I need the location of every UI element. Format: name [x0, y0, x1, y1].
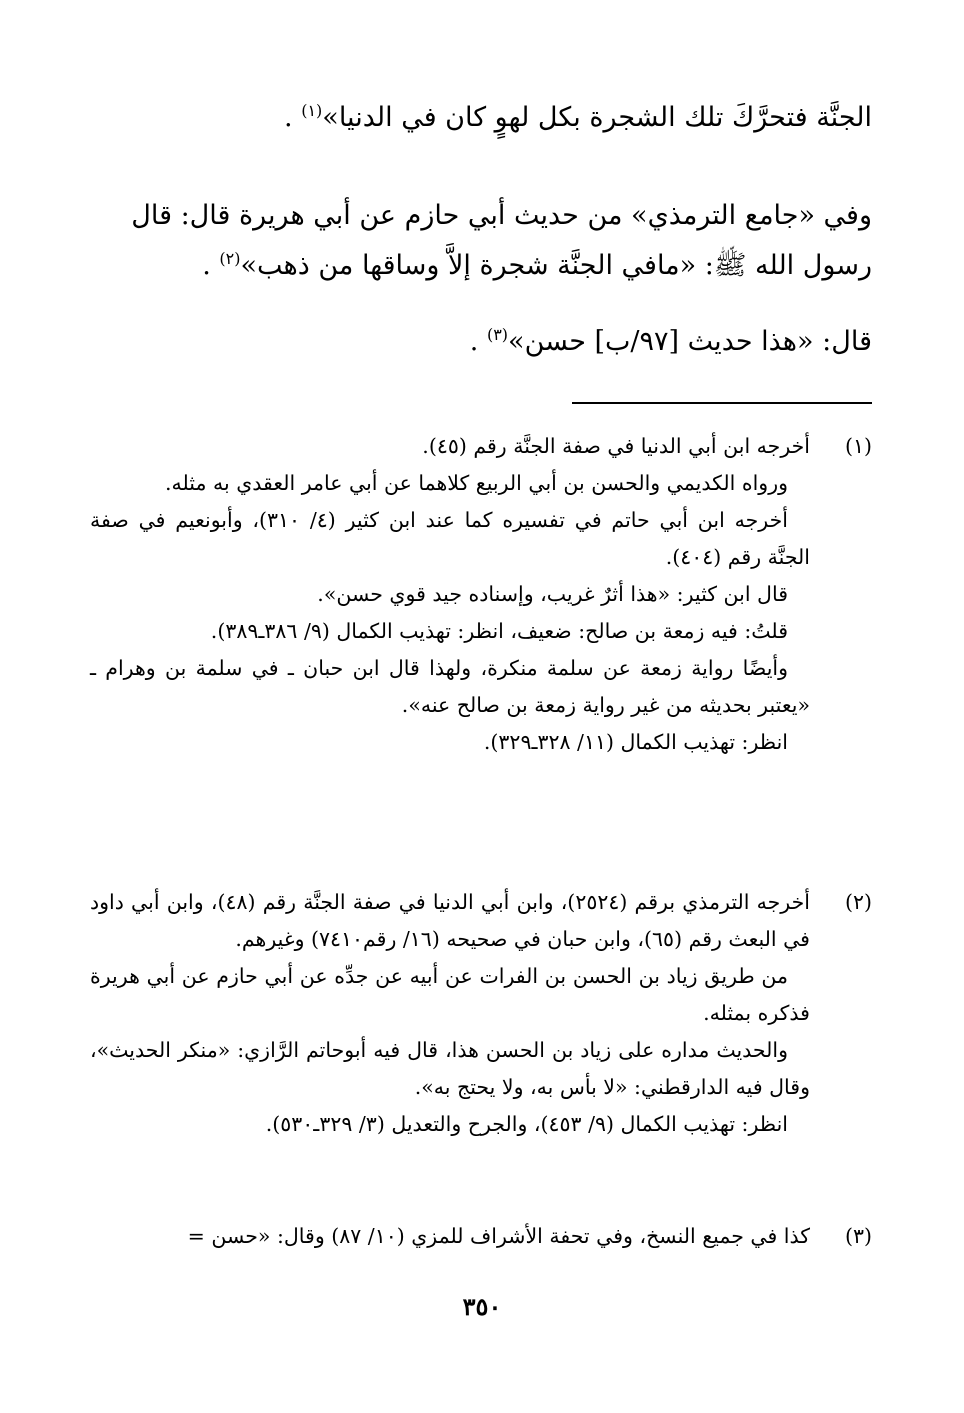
footnote-paragraph: كذا في جميع النسخ، وفي تحفة الأشراف للمزي (١٠/ ٨٧) وقال: «حسن =: [187, 1224, 810, 1248]
footnote-paragraph: أخرجه الترمذي برقم (٢٥٢٤)، وابن أبي الدنيا في صفة الجنَّة رقم (٤٨)، وابن أبي داود في البعث رقم (٦٥)، وابن حبان في صحيحه (١٦/ رقم٧٤١٠) وغيرهم.: [90, 890, 810, 951]
page-number: ٣٥٠: [462, 1292, 502, 1321]
footnote-ref-1: (١): [301, 101, 323, 120]
footnote-1: [90, 428, 872, 761]
footnote-3: [90, 1218, 872, 1255]
main-text: الجنَّة فتحرَّكَ تلك الشجرة بكل لهوٍ كان في الدنيا»: [322, 102, 872, 133]
footnote-ref-2: (٢): [219, 249, 241, 268]
footnote-paragraph: والحديث مداره على زياد بن الحسن هذا، قال فيه أبوحاتم الرَّازي: «منكر الحديث»، وقال فيه الدارقطني: «لا بأس به، ولا يحتج به».: [90, 1038, 810, 1099]
footnote-paragraph: من طريق زياد بن الحسن بن الفرات عن أبيه عن جدِّه عن أبي حازم عن أبي هريرة فذكره بمثله.: [90, 964, 810, 1025]
footnote-paragraph: وأيضًا رواية زمعة عن سلمة منكرة، ولهذا قال ابن حبان ـ في سلمة بن وهرام ـ «يعتبر بحديثه من غير رواية زمعة بن صالح عنه».: [90, 656, 810, 717]
footnote-paragraph: أخرجه ابن أبي الدنيا في صفة الجنَّة رقم (٤٥).: [422, 434, 810, 458]
footnote-number: (١): [844, 434, 872, 458]
footnote-separator: [572, 402, 872, 404]
footnote-number: (٢): [844, 890, 872, 914]
footnote-paragraph: قال ابن كثير: «هذا أثرٌ غريب، وإسناده جيد قوي حسن».: [317, 582, 788, 606]
main-text: رسول الله ﷺ: «مافي الجنَّة شجرة إلاَّ وساقها من ذهب»: [240, 250, 872, 281]
main-text: وفي «جامع الترمذي» من حديث أبي حازم عن أبي هريرة قال: قال: [131, 200, 872, 231]
footnote-paragraph: انظر: تهذيب الكمال (١١/ ٣٢٨ـ٣٢٩).: [483, 730, 788, 754]
footnote-number: (٣): [844, 1224, 872, 1248]
footnote-paragraph: ورواه الكديمي والحسن بن أبي الربيع كلاهما عن أبي عامر العقدي به مثله.: [165, 471, 788, 495]
footnote-paragraph: انظر: تهذيب الكمال (٩/ ٤٥٣)، والجرح والتعديل (٣/ ٣٢٩ـ٥٣٠).: [265, 1112, 788, 1136]
main-text: قال: «هذا حديث [٩٧/ب] حسن»: [508, 326, 872, 357]
footnote-paragraph: قلتُ: فيه زمعة بن صالح: ضعيف، انظر: تهذيب الكمال (٩/ ٣٨٦ـ٣٨٩).: [210, 619, 788, 643]
main-text-line-2: [82, 196, 872, 236]
punctuation: .: [202, 250, 220, 281]
main-text-line-4: [82, 322, 872, 362]
footnote-paragraph: أخرجه ابن أبي حاتم في تفسيره كما عند ابن كثير (٤/ ٣١٠)، وأبونعيم في صفة الجنَّة رقم (٤٠٤).: [90, 508, 810, 569]
punctuation: .: [469, 326, 487, 357]
main-text-line-3: [82, 246, 872, 286]
footnote-2: [90, 884, 872, 1143]
footnote-ref-3: (٣): [486, 325, 509, 344]
punctuation: .: [284, 102, 302, 133]
main-text-line-1: [82, 98, 872, 138]
